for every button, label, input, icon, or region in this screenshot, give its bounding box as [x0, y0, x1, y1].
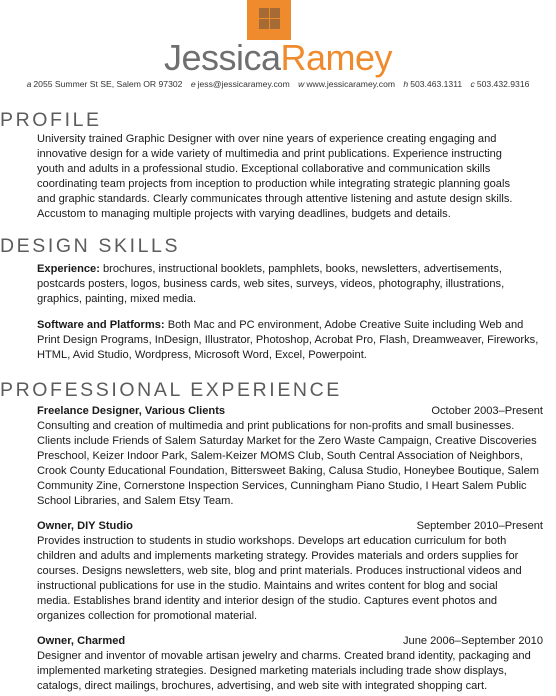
- contact-line: [0, 79, 556, 89]
- contact-address: a 2055 Summer St SE, Salem OR 97302: [26, 79, 183, 89]
- last-name: Ramey: [280, 37, 393, 78]
- resume-name: [0, 36, 556, 80]
- job-line: organizes collection for promotional material.: [37, 610, 258, 622]
- job-header: [37, 404, 543, 419]
- job-line: Crook County Educational Foundation, Bittersweet Baking, Calusa Studio, Honeybee Boutique, Salem: [37, 465, 539, 477]
- skills-line: Software and Platforms: Both Mac and PC environment, Adobe Creative Suite including Web and: [37, 319, 524, 331]
- job-line: implemented marketing strategies. Designed marketing materials including trade show displays,: [37, 665, 507, 677]
- profile-body: [37, 132, 543, 222]
- experience-label: Experience:: [37, 263, 100, 275]
- contact-website[interactable]: w www.jessicaramey.com: [298, 79, 396, 89]
- software-label: Software and Platforms:: [37, 319, 165, 331]
- job-line: Consulting and creation of multimedia and print publications for non-profits and small businesses.: [37, 420, 515, 432]
- job-entry: [37, 634, 543, 694]
- skills-line: HTML, Avid Studio, Wordpress, Microsoft Word, Excel, Powerpoint.: [37, 349, 367, 361]
- job-line: School Libraries, and Salem Etsy Team.: [37, 495, 234, 507]
- profile-line: coordinating team projects from inception to production while integrating strategic planning goals: [37, 178, 510, 190]
- job-entry: [37, 519, 543, 624]
- contact-cell-phone: c 503.432.9316: [470, 79, 530, 89]
- contact-home-phone: h 503.463.1311: [403, 79, 463, 89]
- first-name: Jessica: [163, 37, 281, 78]
- skills-line: graphics, painting, mixed media.: [37, 293, 197, 305]
- job-header: [37, 634, 543, 649]
- job-dates: October 2003–Present: [431, 405, 543, 417]
- job-line: Community Zine, Cornerstone Inspection Services, Cunningham Piano Studio, I Heart Salem Public: [37, 480, 527, 492]
- job-line: media. Establishes brand identity and interior design of the studio. Captures event photos and: [37, 595, 498, 607]
- experience-skills: [37, 262, 543, 307]
- job-line: Provides instruction to students in studio workshops. Develops art education curriculum for both: [37, 535, 507, 547]
- design-skills-heading: DESIGN SKILLS: [0, 235, 181, 257]
- job-line: Designer and inventor of movable artisan jewelry and charms. Created brand identity, packaging and: [37, 650, 531, 662]
- job-role: Owner, Charmed: [37, 635, 126, 647]
- job-line: instructional publications for use in the studio. Maintains and writes content for blog and social: [37, 580, 498, 592]
- software-skills: [37, 318, 543, 363]
- skills-line: postcards posters, logos, business cards, web sites, surveys, videos, photography, illustrations,: [37, 278, 505, 290]
- job-line: Clients include Friends of Salem Saturday Market for the Zero Waste Campaign, Creative Discoveries: [37, 435, 537, 447]
- job-line: catalogs, direct mailings, brochures, advertising, and web site with integrated shopping cart.: [37, 680, 488, 692]
- job-entry: [37, 404, 543, 509]
- job-header: [37, 519, 543, 534]
- logo-mark: [247, 0, 291, 40]
- profile-line: innovative design for a wide variety of multimedia and print publications. Experience instructing: [37, 148, 502, 160]
- professional-experience-heading: PROFESSIONAL EXPERIENCE: [0, 379, 342, 401]
- job-line: children and adults and implements marketing strategy. Provides materials and orders supplies for: [37, 550, 519, 562]
- skills-line: Print Design Programs, InDesign, Illustrator, Photoshop, Acrobat Pro, Flash, Dreamweaver, Fireworks,: [37, 334, 539, 346]
- skills-line: Experience: brochures, instructional booklets, pamphlets, books, newsletters, advertisements,: [37, 263, 502, 275]
- profile-line: Accustom to managing multiple projects with varying deadlines, budgets and details.: [37, 208, 451, 220]
- profile-line: and graphic standards. Clearly communicates through attentive listening and astute design skills.: [37, 193, 513, 205]
- logo-square: [270, 8, 280, 18]
- job-dates: September 2010–Present: [416, 520, 543, 532]
- profile-heading: PROFILE: [0, 109, 102, 131]
- job-role: Owner, DIY Studio: [37, 520, 133, 532]
- profile-line: youth and adults in a professional studio. Exceptional collaborative and communication skills: [37, 163, 491, 175]
- contact-email[interactable]: e jess@jessicaramey.com: [190, 79, 290, 89]
- job-line: courses. Designs newsletters, web site, blog and print materials. Produces instructional videos and: [37, 565, 522, 577]
- logo-square: [259, 19, 269, 29]
- job-role: Freelance Designer, Various Clients: [37, 405, 226, 417]
- logo-square: [259, 8, 269, 18]
- job-dates: June 2006–September 2010: [402, 635, 543, 647]
- job-line: Preschool, Keizer Indoor Park, Salem-Keizer MOMS Club, South Central Association of Neighbors,: [37, 450, 523, 462]
- logo-square: [270, 19, 280, 29]
- profile-line: University trained Graphic Designer with over nine years of experience creating engaging and: [37, 133, 497, 145]
